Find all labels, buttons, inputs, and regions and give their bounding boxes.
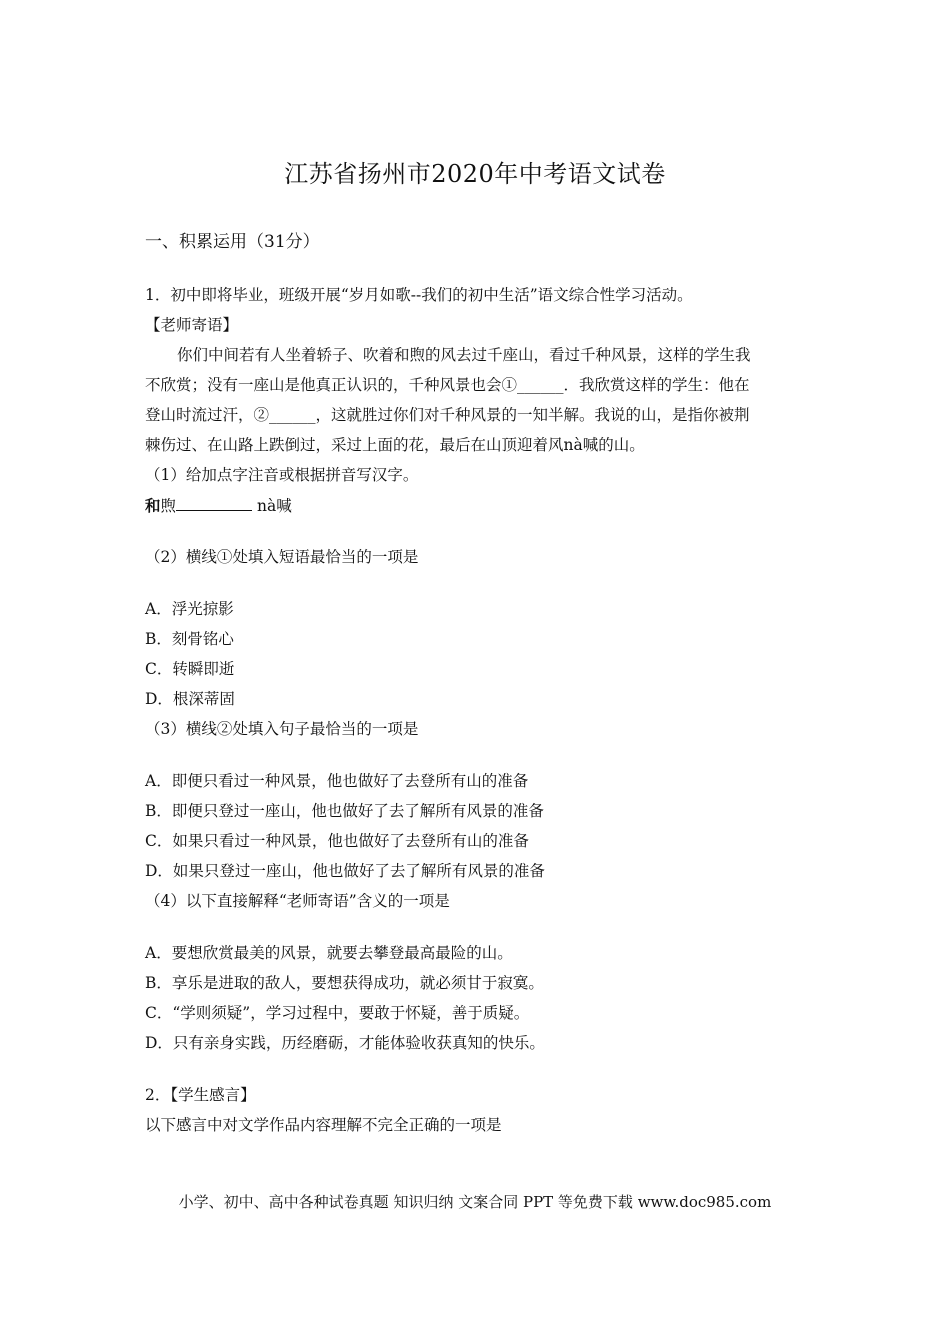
question-2-text: 以下感言中对文学作品内容理解不完全正确的一项是 (145, 1116, 502, 1134)
paragraph-line-2: 不欣赏；没有一座山是他真正认识的，千种风景也会①______．我欣赏这样的学生：他在 (145, 376, 750, 394)
paragraph-line-3: 登山时流过汗，②______，这就胜过你们对千种风景的一知半解。我说的山，是指你被荆 (145, 406, 750, 424)
option-item: C．转瞬即逝 (145, 660, 235, 678)
option-item: A．即便只看过一种风景，他也做好了去登所有山的准备 (145, 772, 529, 790)
sub-question-1: （1）给加点字注音或根据拼音写汉字。 (145, 466, 419, 484)
dotted-char: 和 (145, 496, 161, 515)
option-item: A．要想欣赏最美的风景，就要去攀登最高最险的山。 (145, 944, 513, 962)
option-item: A．浮光掠影 (145, 600, 234, 618)
option-item: B．即便只登过一座山，他也做好了去了解所有风景的准备 (145, 802, 544, 820)
option-item: B．刻骨铭心 (145, 630, 234, 648)
option-item: B．享乐是进取的敌人，要想获得成功，就必须甘于寂寞。 (145, 974, 544, 992)
option-item: D．只有亲身实践，历经磨砺，才能体验收获真知的快乐。 (145, 1034, 545, 1052)
teacher-message-tag: 【老师寄语】 (145, 316, 239, 334)
page-title: 江苏省扬州市2020年中考语文试卷 (284, 160, 666, 188)
sub-question-2: （2）横线①处填入短语最恰当的一项是 (145, 548, 419, 566)
word-rest: 煦 (160, 497, 177, 515)
question-1-intro: 1．初中即将毕业，班级开展“岁月如歌--我们的初中生活”语文综合性学习活动。 (145, 286, 693, 304)
paragraph-line-1: 你们中间若有人坐着轿子、吹着和煦的风去过千座山，看过千种风景，这样的学生我 (177, 346, 751, 364)
option-item: D．根深蒂固 (145, 690, 235, 708)
option-item: D．如果只登过一座山，他也做好了去了解所有风景的准备 (145, 862, 545, 880)
sub-question-1-answer-line (145, 494, 292, 517)
option-item: C．如果只看过一种风景，他也做好了去登所有山的准备 (145, 832, 529, 850)
page-footer: 小学、初中、高中各种试卷真题 知识归纳 文案合同 PPT 等免费下载 www.doc985.com (178, 1193, 772, 1211)
answer-blank (176, 494, 252, 511)
sub-question-4: （4）以下直接解释“老师寄语”含义的一项是 (145, 892, 450, 910)
paragraph-line-4: 棘伤过、在山路上跌倒过，采过上面的花，最后在山顶迎着风nà喊的山。 (145, 436, 645, 454)
sub-question-3: （3）横线②处填入句子最恰当的一项是 (145, 720, 419, 738)
question-2-heading: 2．【学生感言】 (145, 1086, 256, 1104)
section-heading: 一、积累运用（31分） (145, 232, 320, 252)
pinyin-word: nà喊 (256, 497, 292, 515)
option-item: C．“学则须疑”，学习过程中，要敢于怀疑，善于质疑。 (145, 1004, 530, 1022)
